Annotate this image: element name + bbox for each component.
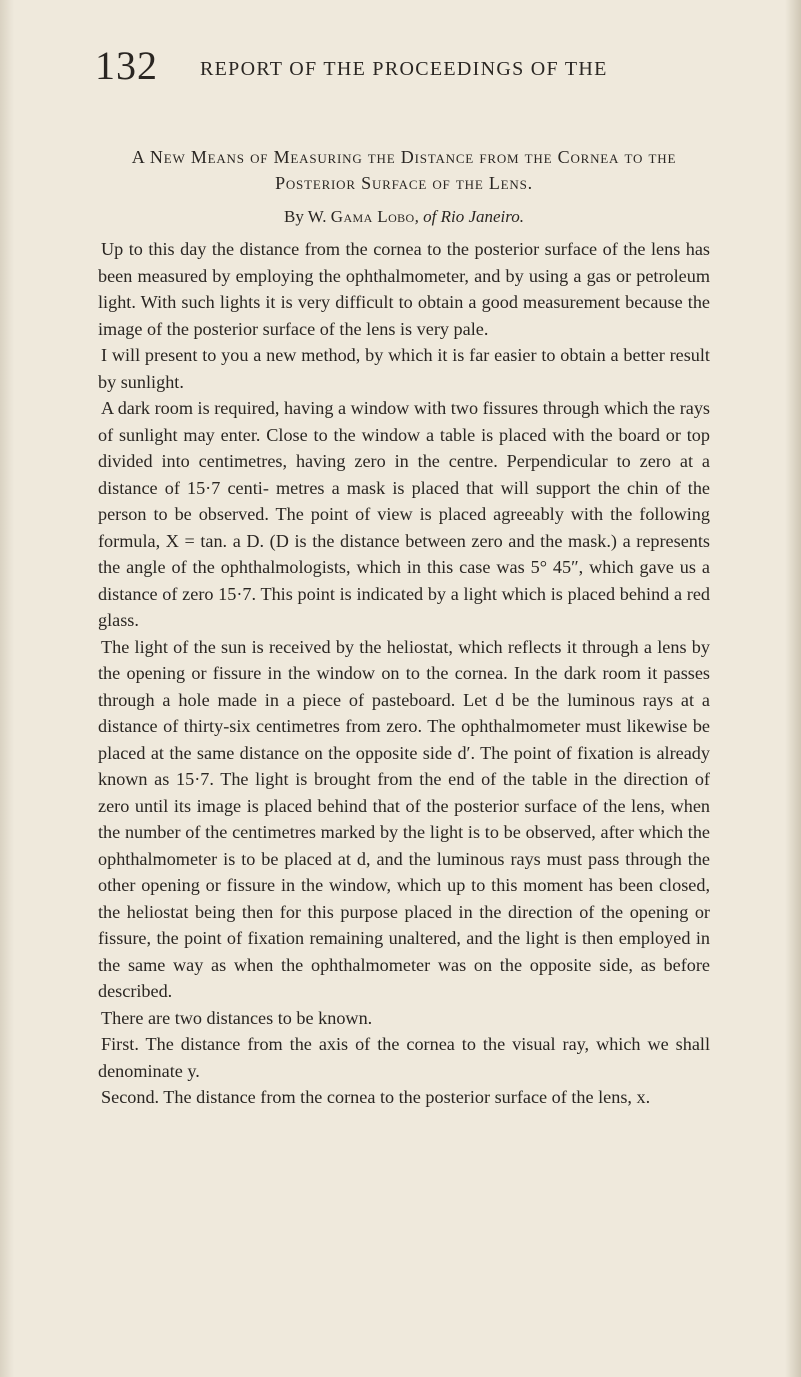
page-header bbox=[0, 40, 801, 90]
paragraph-first: First. The distance from the axis of the cornea to the visual ray, which we shall denominate y. bbox=[98, 1034, 710, 1081]
byline-prefix: By W. bbox=[283, 207, 331, 226]
byline-author: Gama Lobo bbox=[330, 207, 415, 226]
byline bbox=[98, 204, 710, 230]
article-body bbox=[98, 144, 710, 1111]
paragraph-new-method: I will present to you a new method, by which it is far easier to obtain a better result by sunlight. bbox=[98, 345, 710, 392]
running-head: REPORT OF THE PROCEEDINGS OF THE bbox=[200, 58, 608, 80]
page-edge-right bbox=[785, 0, 801, 1377]
byline-affiliation: , of Rio Janeiro. bbox=[414, 207, 525, 226]
paragraph-two-distances: There are two distances to be known. bbox=[101, 1007, 373, 1028]
page-number: 132 bbox=[95, 43, 158, 88]
article-title: A New Means of Measuring the Distance from the Cornea to the Posterior Surface of the Lens. bbox=[131, 147, 677, 193]
paragraph-intro: Up to this day the distance from the cornea to the posterior surface of the lens has been measured by employing the ophthalmometer, and by using a gas or petroleum light. With such lights it is very difficult to obtain a good measurement because the image of the posterior surface of the lens is very pale. bbox=[98, 239, 710, 339]
paragraph-second: Second. The distance from the cornea to the posterior surface of the lens, x. bbox=[101, 1087, 651, 1107]
page-edge-left bbox=[0, 0, 14, 1377]
paragraph-heliostat: The light of the sun is received by the heliostat, which reflects it through a lens by the opening or fissure in the window on to the cornea. In the dark room it passes through a hole made in a piece of pasteboard. Let d be the luminous rays at a distance of thirty-six centimetres from zero. The ophthalmometer must likewise be placed at the same distance on the opposite side d′. The point of fixation is already known as 15·7. The light is brought from the end of the table in the direction of zero until its image is placed behind that of the posterior surface of the lens, when the number of the centimetres marked by the light is to be observed, after which the ophthalmometer is to be placed at d, and the luminous rays must pass through the other opening or fissure in the window, which up to this moment has been closed, the heliostat being then for this purpose placed in the direction of the opening or fissure, the point of fixation remaining unaltered, and the light is then employed in the same way as when the ophthalmometer was on the opposite side, as before described. bbox=[98, 636, 710, 1001]
paragraph-dark-room: A dark room is required, having a window with two fissures through which the rays of sunlight may enter. Close to the window a table is placed with the board or top divided into centimetres, having zero in the centre. Perpendicular to zero at a distance of 15·7 centi- metres a mask is placed that will support the chin of the person to be observed. The point of view is placed agreeably with the following formula, X = tan. a D. (D is the distance between zero and the mask.) a represents the angle of the ophthalmologists, which in this case was 5° 45″, which gave us a distance of zero 15·7. This point is indicated by a light which is placed behind a red glass. bbox=[98, 398, 710, 630]
